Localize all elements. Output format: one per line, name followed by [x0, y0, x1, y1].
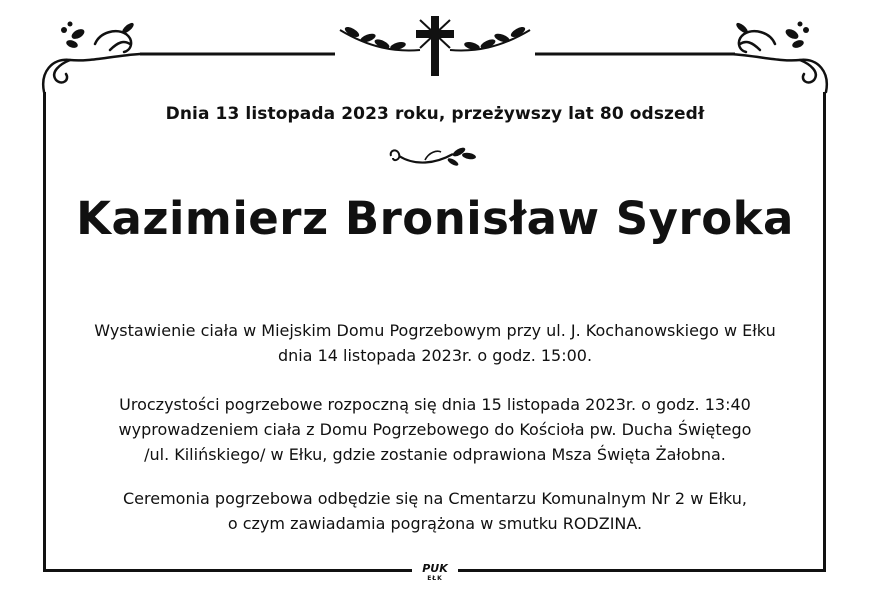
swirl-leaf-divider-icon: [385, 140, 485, 176]
paragraph-line: Uroczystości pogrzebowe rozpoczną się dnia 15 listopada 2023r. o godz. 13:40: [119, 395, 751, 414]
footer-logo: [412, 560, 458, 586]
footer-logo-subtext: EŁK: [427, 575, 443, 582]
paragraph-line: o czym zawiadamia pogrążona w smutku RODZINA.: [227, 514, 643, 533]
paragraph-line: Ceremonia pogrzebowa odbędzie się na Cmentarzu Komunalnym Nr 2 w Ełku,: [122, 489, 748, 508]
paragraph-ceremony: [40, 392, 830, 467]
corner-flourish-icon: [43, 31, 140, 92]
corner-flourish-icon: [730, 21, 827, 92]
paragraph-viewing: [40, 318, 830, 368]
intro-text: Dnia 13 listopada 2023 roku, przeżywszy lat 80 odszedł: [165, 104, 705, 124]
deceased-name: Kazimierz Bronisław Syroka: [76, 192, 794, 245]
corner-leaves-left: [61, 21, 135, 49]
paragraph-line: wyprowadzeniem ciała z Domu Pogrzebowego do Kościoła pw. Ducha Świętego: [118, 420, 752, 439]
cross-icon: [416, 16, 454, 76]
paragraph-burial: [40, 486, 830, 536]
top-ornament: [0, 0, 870, 100]
paragraph-line: /ul. Kilińskiego/ w Ełku, gdzie zostanie odprawiona Msza Święta Żałobna.: [144, 445, 726, 464]
footer-logo-text: PUK: [422, 562, 448, 575]
paragraph-line: Wystawienie ciała w Miejskim Domu Pogrzebowym przy ul. J. Kochanowskiego w Ełku: [94, 321, 776, 340]
paragraph-line: dnia 14 listopada 2023r. o godz. 15:00.: [277, 346, 593, 365]
